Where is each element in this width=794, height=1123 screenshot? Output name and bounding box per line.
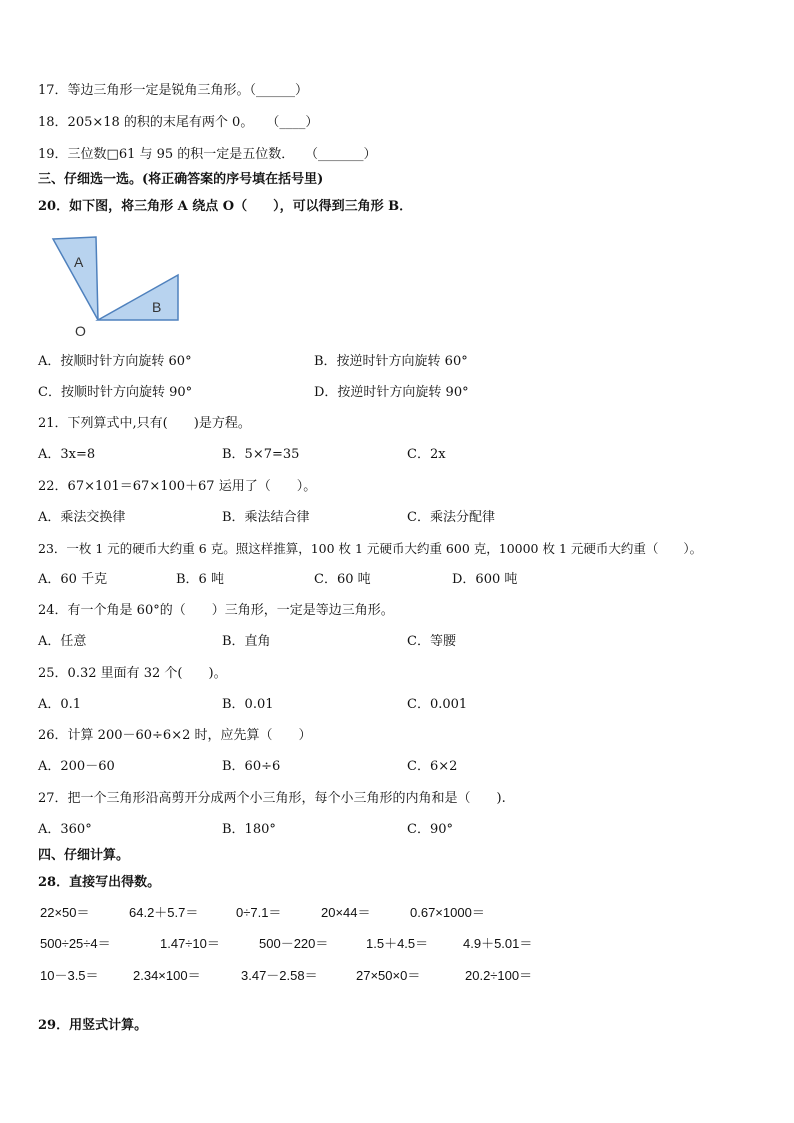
question-23: 23．一枚 1 元的硬币大约重 6 克。照这样推算，100 枚 1 元硬币大约重 600 克，10000 枚 1 元硬币大约重（ ）。: [38, 541, 703, 556]
q20-option-c: C．按顺时针方向旋转 90°: [38, 385, 193, 400]
q21-option-b: B．5×7=35: [222, 447, 300, 462]
q20-option-b: B．按逆时针方向旋转 60°: [314, 354, 468, 369]
question-18: 18．205×18 的积的末尾有两个 0。 （____）: [38, 115, 319, 130]
question-24: 24．有一个角是 60°的（ ）三角形，一定是等边三角形。: [38, 603, 394, 618]
question-22: 22．67×101＝67×100＋67 运用了（ ）。: [38, 479, 317, 494]
question-17: 17．等边三角形一定是锐角三角形。（______）: [38, 83, 309, 98]
q23-option-c: C．60 吨: [314, 572, 371, 587]
rotation-figure: [40, 232, 190, 342]
question-29: 29．用竖式计算。: [38, 1018, 148, 1033]
calc-item: 20×44＝: [321, 905, 371, 920]
question-27: 27．把一个三角形沿高剪开分成两个小三角形，每个小三角形的内角和是（ ).: [38, 791, 506, 806]
calc-item: 22×50＝: [40, 905, 90, 920]
question-20: 20．如下图，将三角形 A 绕点 O（ ），可以得到三角形 B．: [38, 199, 413, 214]
q26-option-a: A．200－60: [38, 759, 115, 774]
q25-option-a: A．0.1: [38, 697, 82, 712]
calc-item: 10－3.5＝: [40, 968, 99, 983]
calc-item: 1.5＋4.5＝: [366, 936, 429, 951]
q26-option-c: C．6×2: [407, 759, 458, 774]
calc-item: 3.47－2.58＝: [241, 968, 318, 983]
label-o: O: [75, 323, 86, 339]
q25-option-b: B．0.01: [222, 697, 274, 712]
question-26: 26．计算 200－60÷6×2 时，应先算（ ）: [38, 728, 312, 743]
calc-item: 27×50×0＝: [356, 968, 421, 983]
section-3-heading: 三、仔细选一选。(将正确答案的序号填在括号里): [38, 172, 324, 187]
q22-option-b: B．乘法结合律: [222, 510, 310, 525]
q20-option-d: D．按逆时针方向旋转 90°: [314, 385, 469, 400]
q20-option-a: A．按顺时针方向旋转 60°: [38, 354, 192, 369]
label-a: A: [74, 254, 84, 270]
q24-option-c: C．等腰: [407, 634, 456, 649]
q27-option-a: A．360°: [38, 822, 92, 837]
q21-option-c: C．2x: [407, 447, 446, 462]
q27-option-b: B．180°: [222, 822, 276, 837]
triangle-a: [53, 237, 98, 320]
calc-item: 0.67×1000＝: [410, 905, 485, 920]
calc-item: 4.9＋5.01＝: [463, 936, 533, 951]
q25-option-c: C．0.001: [407, 697, 468, 712]
question-19: 19．三位数□61 与 95 的积一定是五位数． （_______）: [38, 147, 377, 162]
label-b: B: [152, 299, 162, 315]
section-4-heading: 四、仔细计算。: [38, 848, 130, 863]
calc-item: 2.34×100＝: [133, 968, 201, 983]
calc-item: 20.2÷100＝: [465, 968, 533, 983]
calc-item: 64.2＋5.7＝: [129, 905, 199, 920]
question-21: 21．下列算式中,只有( )是方程。: [38, 416, 251, 431]
q27-option-c: C．90°: [407, 822, 453, 837]
triangle-b: [98, 275, 178, 320]
q23-option-d: D．600 吨: [452, 572, 518, 587]
question-28: 28．直接写出得数。: [38, 875, 161, 890]
q22-option-c: C．乘法分配律: [407, 510, 495, 525]
q26-option-b: B．60÷6: [222, 759, 281, 774]
calc-item: 500÷25÷4＝: [40, 936, 111, 951]
q23-option-b: B．6 吨: [176, 572, 224, 587]
q23-option-a: A．60 千克: [38, 572, 108, 587]
q24-option-a: A．任意: [38, 634, 87, 649]
q22-option-a: A．乘法交换律: [38, 510, 126, 525]
q21-option-a: A．3x=8: [38, 447, 96, 462]
question-25: 25．0.32 里面有 32 个( )。: [38, 666, 227, 681]
calc-item: 1.47÷10＝: [160, 936, 220, 951]
calc-item: 500－220＝: [259, 936, 329, 951]
q24-option-b: B．直角: [222, 634, 271, 649]
calc-item: 0÷7.1＝: [236, 905, 282, 920]
